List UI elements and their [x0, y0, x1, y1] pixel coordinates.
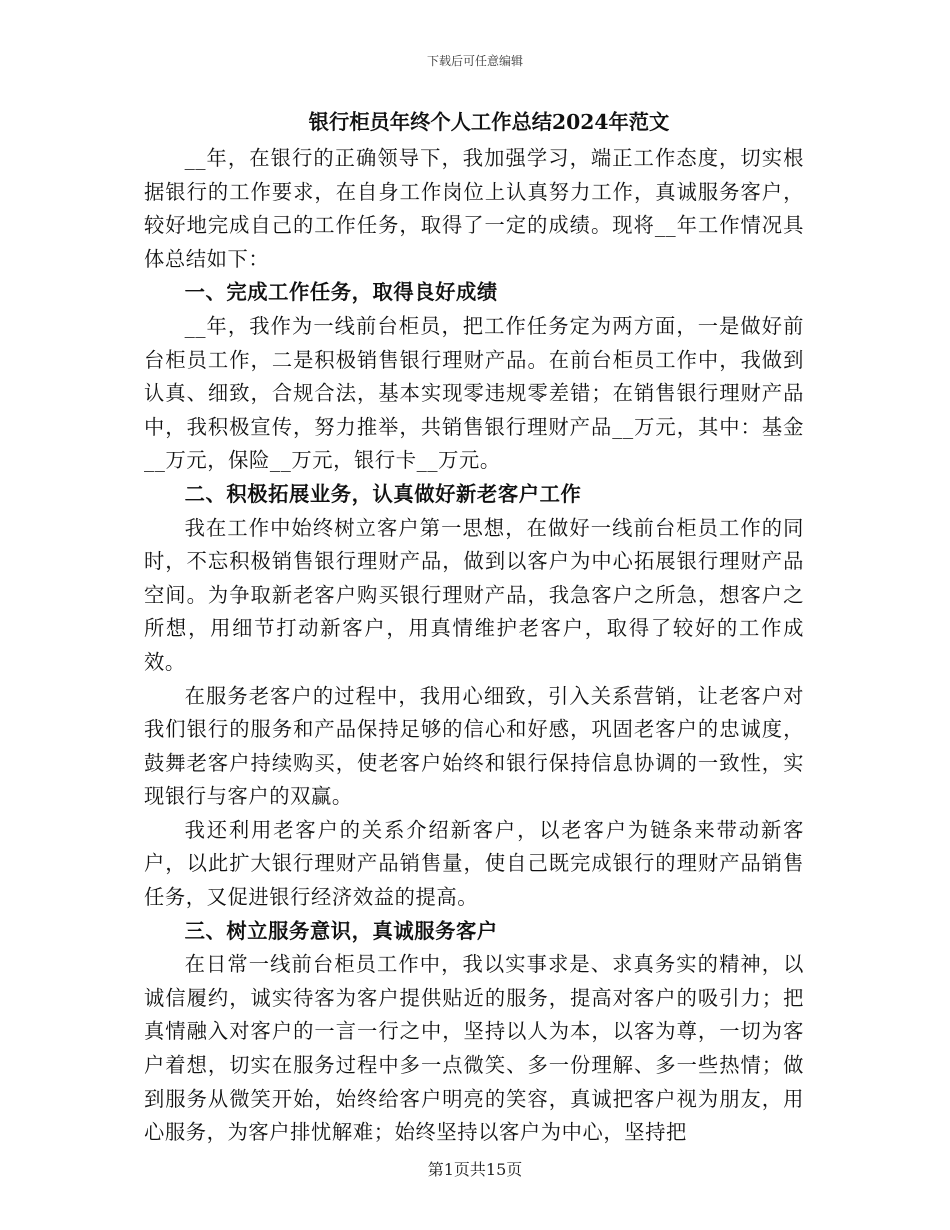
section-2-paragraph-2: 在服务老客户的过程中，我用心细致，引入关系营销，让老客户对我们银行的服务和产品保持足够的信心和好感，巩固老客户的忠诚度，鼓舞老客户持续购买，使老客户始终和银行保持信息协调的一致性，实现银行与客户的双赢。	[144, 683, 804, 809]
section-1-paragraph-1: __年，我作为一线前台柜员，把工作任务定为两方面，一是做好前台柜员工作，二是积极销售银行理财产品。在前台柜员工作中，我做到认真、细致，合规合法，基本实现零违规零差错；在销售银行理财产品中，我积极宣传，努力推举，共销售银行理财产品__万元，其中：基金__万元，保险__万元，银行卡__万元。	[144, 313, 804, 473]
section-3-paragraph-1: 在日常一线前台柜员工作中，我以实事求是、求真务实的精神，以诚信履约，诚实待客为客户提供贴近的服务，提高对客户的吸引力；把真情融入对客户的一言一行之中，坚持以人为本，以客为尊，一切为客户着想，切实在服务过程中多一点微笑、多一份理解、多一些热情；做到服务从微笑开始，始终给客户明亮的笑容，真诚把客户视为朋友，用心服务，为客户排忧解难；始终坚持以客户为中心，坚持把	[144, 952, 804, 1145]
page-header-note: 下载后可任意编辑	[426, 54, 523, 68]
document-body	[144, 102, 804, 1150]
document-title: 银行柜员年终个人工作总结2024年范文	[308, 110, 670, 134]
section-1-heading: 一、完成工作任务，取得良好成绩	[184, 280, 498, 305]
section-2-paragraph-3: 我还利用老客户的关系介绍新客户，以老客户为链条来带动新客户，以此扩大银行理财产品销售量，使自己既完成银行的理财产品销售任务，又促进银行经济效益的提高。	[144, 817, 804, 910]
intro-paragraph: __年，在银行的正确领导下，我加强学习，端正工作态度，切实根据银行的工作要求，在自身工作岗位上认真努力工作，真诚服务客户，较好地完成自己的工作任务，取得了一定的成绩。现将__年工作情况具体总结如下：	[144, 146, 804, 271]
page-number-footer: 第1页共15页	[427, 1160, 523, 1179]
section-2-paragraph-1: 我在工作中始终树立客户第一思想，在做好一线前台柜员工作的同时，不忘积极销售银行理财产品，做到以客户为中心拓展银行理财产品空间。为争取新老客户购买银行理财产品，我急客户之所急，想客户之所想，用细节打动新客户，用真情维护老客户，取得了较好的工作成效。	[144, 515, 804, 674]
section-3-heading: 三、树立服务意识，真诚服务客户	[184, 918, 498, 943]
section-2-heading: 二、积极拓展业务，认真做好新老客户工作	[184, 481, 582, 506]
